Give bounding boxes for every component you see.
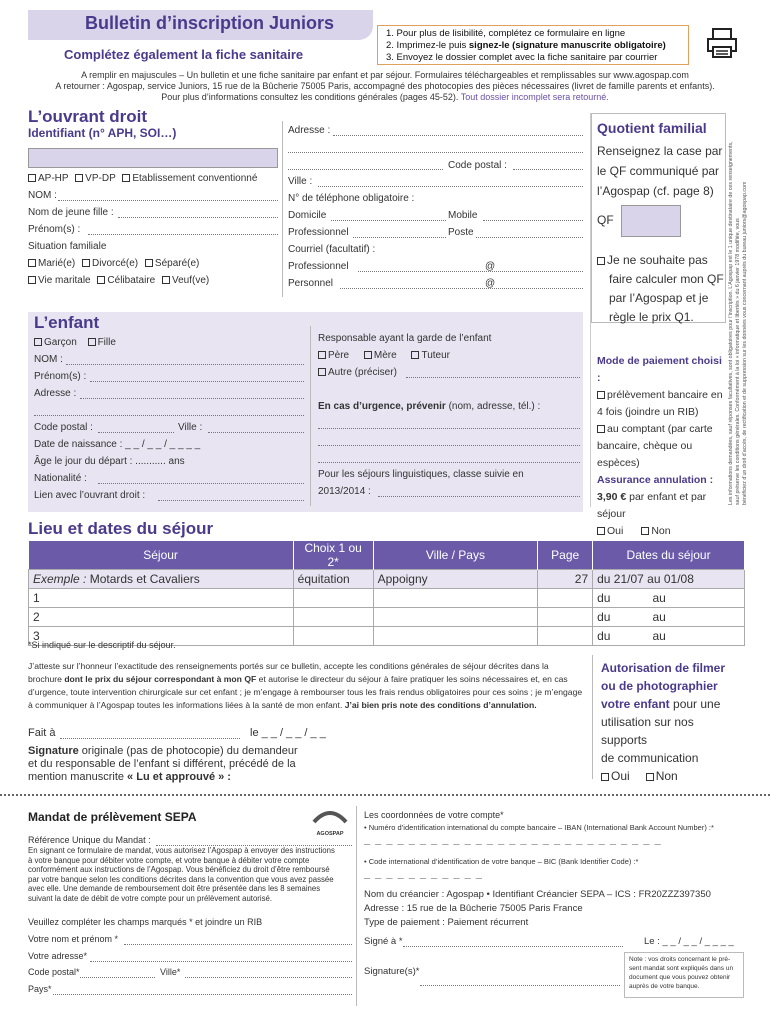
resp-opts: Père Mère Tuteur: [318, 347, 580, 364]
pay-prelev-checkbox[interactable]: [597, 391, 605, 399]
creancier-adresse: Adresse : 15 rue de la Bûcherie 75005 Paris France: [364, 903, 583, 914]
step-3: 3. Envoyez le dossier complet avec la fiche sanitaire par courrier: [386, 52, 658, 63]
sexe-row: Garçon Fille: [34, 334, 304, 351]
bic-input[interactable]: _ _ _ _ _ _ _ _ _ _ _: [364, 868, 483, 880]
intro-line-1: A remplir en majuscules – Un bulletin et une fiche sanitaire par enfant et par séjour. Formulaires téléchargeables et remplissables sur www.agospap.com: [81, 70, 689, 80]
printer-icon: [705, 26, 739, 60]
intro-line-2: A retourner : Agospap, service Juniors, 15 rue de la Bûcherie 75005 Paris, accompagné des photocopies des pièces nécessaires (livret de famille parents et enfants).: [55, 81, 715, 91]
table-row[interactable]: 1 du au: [29, 589, 745, 608]
at-2: @: [485, 278, 496, 289]
intro-line-3: Pour plus d’informations consultez les conditions générales (pages 45-52). Tout dossier incomplet sera retourné.: [161, 92, 609, 102]
assur-oui-checkbox[interactable]: [597, 527, 605, 535]
type-paiement: Type de paiement : Paiement récurrent: [364, 917, 529, 928]
maritale-checkbox[interactable]: [28, 276, 36, 284]
courriel-perso-field[interactable]: Personnel: [288, 278, 334, 289]
signe-field[interactable]: Signé à *: [364, 936, 403, 947]
creancier: Nom du créancier : Agospap • Identifiant Créancier SEPA – ICS : FR20ZZZ397350: [364, 889, 711, 900]
resp-label: Responsable ayant la garde de l’enfant: [318, 333, 492, 344]
rum-field[interactable]: Référence Unique du Mandat :: [28, 835, 151, 845]
sejour-note: *Si indiqué sur le descriptif du séjour.: [28, 640, 176, 650]
agospap-logo: AGOSPAP: [310, 806, 350, 834]
iban-input[interactable]: _ _ _ _ _ _ _ _ _ _ _ _ _ _ _ _ _ _ _ _ _ _ _ _ _ _ _: [364, 834, 662, 846]
no-qf-4: règle le prix Q1.: [609, 310, 694, 324]
film-panel: Autorisation de filmer ou de photographier votre enfant pour une utilisation sur nos supports de communication Oui Non: [592, 655, 745, 779]
ident-input[interactable]: [28, 148, 278, 168]
etab-checkbox[interactable]: [122, 174, 130, 182]
step-2: 2. Imprimez-le puis signez-le (signature manuscrite obligatoire): [386, 40, 666, 51]
th-page: Page: [538, 541, 593, 570]
side-legal-note: Les informations demandées, sauf réponses facultatives, sont obligatoires pour l’inscription. L’Agospap est le 1 unique destinataire de ces renseignements, sauf préserve les conditions générales. Conformément à la loi « informatique et libertés » du 6 janvier 1978 modifiée, vous bénéficiez d’un droit d’accès, de rectification et de suppression sur les données vous concernant auprès du bureau juniors@agospap.com: [728, 141, 748, 505]
pay-2: 4 fois (joindre un RIB): [597, 406, 699, 418]
sepa-signature-field[interactable]: Signature(s)*: [364, 966, 420, 977]
nationalite-field[interactable]: Nationalité :: [34, 473, 87, 484]
sepa-ville-field[interactable]: Ville*: [160, 967, 181, 977]
fait-input[interactable]: [60, 738, 240, 739]
lien-field[interactable]: Lien avec l’ouvrant droit :: [34, 490, 146, 501]
courriel-label: Courriel (facultatif) :: [288, 244, 376, 255]
sepa-le-field[interactable]: Le : _ _ / _ _ / _ _ _ _: [644, 936, 734, 947]
enfant-title: L’enfant: [34, 313, 100, 332]
ouvrant-title: L’ouvrant droit: [28, 107, 147, 126]
bic-label: • Code international d’identification de votre banque – BIC (Bank Identifier Code) :*: [364, 857, 639, 866]
tuteur-checkbox[interactable]: [411, 351, 419, 359]
th-dates: Dates du séjour: [593, 541, 745, 570]
domicile-field[interactable]: Domicile: [288, 210, 327, 221]
enfant-prenom-field[interactable]: Prénom(s) :: [34, 371, 87, 382]
ouvrant-types: AP-HP VP-DP Etablissement conventionné: [28, 170, 278, 187]
garcon-checkbox[interactable]: [34, 338, 42, 346]
no-qf-3: par l’Agospap et je: [609, 291, 709, 305]
coord-label: Les coordonnées de votre compte*: [364, 810, 504, 820]
situation-2: Vie maritale Célibataire Veuf(ve): [28, 272, 278, 289]
age-field[interactable]: Âge le jour du départ : ........... ans: [34, 456, 185, 467]
qf-panel: Quotient familial Renseignez la case par le QF communiqué par l’Agospap (cf. page 8) QF Je ne souhaite pas faire calculer mon QF par l’Agospap et je règle le prix Q1. Mode de paiement choisi : prélèvement bancaire en 4 fois (joindre un RIB) au comptant (par carte bancaire, chèque ou espèces) Assurance annulation : 3,90 € par enfant et par séjour Oui Non: [590, 113, 726, 507]
assur-non-checkbox[interactable]: [641, 527, 649, 535]
marie-checkbox[interactable]: [28, 259, 36, 267]
qf-label: QF: [597, 213, 614, 227]
assur-3: séjour: [597, 508, 626, 520]
enfant-nom-field[interactable]: NOM :: [34, 354, 63, 365]
ville-field[interactable]: Ville :: [288, 176, 313, 187]
qf-input[interactable]: [621, 205, 681, 237]
no-qf-2: faire calculer mon QF: [609, 272, 724, 286]
courriel-pro-field[interactable]: Professionnel: [288, 261, 349, 272]
pay-4: bancaire, chèque ou espèces): [597, 440, 693, 469]
sepa-pays-field[interactable]: Pays*: [28, 984, 52, 994]
qf-text-2: le QF communiqué par: [597, 164, 720, 178]
nom-field[interactable]: NOM :: [28, 190, 57, 201]
film-oui-checkbox[interactable]: [601, 773, 609, 781]
th-sejour: Séjour: [29, 541, 294, 570]
page-title: Bulletin d’inscription Juniors: [85, 13, 335, 33]
separe-checkbox[interactable]: [145, 259, 153, 267]
qf-text-1: Renseignez la case par: [597, 144, 723, 158]
sepa-title: Mandat de prélèvement SEPA: [28, 810, 197, 824]
veuf-checkbox[interactable]: [162, 276, 170, 284]
veuillez-label: Veuillez compléter les champs marqués * et joindre un RIB: [28, 917, 263, 927]
ouvrant-section: [28, 107, 583, 297]
enfant-ville-field[interactable]: Ville :: [178, 422, 203, 433]
situation-1: Marié(e) Divorcé(e) Séparé(e): [28, 255, 278, 272]
table-row: Exemple : Motards et Cavaliers équitation Appoigny 27 du 21/07 au 01/08: [29, 570, 745, 589]
autre-field[interactable]: Autre (préciser): [318, 364, 580, 381]
pro-tel-field[interactable]: Professionnel: [288, 227, 349, 238]
urgence-label: En cas d’urgence, prévenir (nom, adresse, tél.) :: [318, 401, 541, 412]
naissance-field[interactable]: Date de naissance : _ _ / _ _ / _ _ _ _: [34, 439, 201, 450]
at-1: @: [485, 261, 496, 272]
jeune-field[interactable]: Nom de jeune fille :: [28, 207, 114, 218]
poste-field[interactable]: Poste: [448, 227, 474, 238]
fille-checkbox[interactable]: [88, 338, 96, 346]
step-1: 1. Pour plus de lisibilité, complétez ce formulaire en ligne: [386, 28, 626, 39]
ling-field[interactable]: 2013/2014 :: [318, 486, 371, 497]
mere-checkbox[interactable]: [364, 351, 372, 359]
pay-comptant-checkbox[interactable]: [597, 425, 605, 433]
film-non-checkbox[interactable]: [646, 773, 654, 781]
sepa-cp-field[interactable]: Code postal*: [28, 967, 80, 977]
divorce-checkbox[interactable]: [82, 259, 90, 267]
le-field[interactable]: le _ _ / _ _ / _ _: [250, 727, 326, 739]
pay-title: Mode de paiement choisi :: [597, 355, 722, 384]
separator: [0, 794, 770, 796]
iban-label: • Numéro d’identification international du compte bancaire – IBAN (International Bank Account Number) :*: [364, 823, 714, 832]
ling-label: Pour les séjours linguistiques, classe suivie en: [318, 469, 524, 480]
situation-label: Situation familiale: [28, 241, 107, 252]
th-choix: Choix 1 ou 2*: [293, 541, 373, 570]
page-subtitle: Complétez également la fiche sanitaire: [64, 47, 304, 62]
enfant-cp-field[interactable]: Code postal :: [34, 422, 93, 433]
qf-title: Quotient familial: [597, 120, 707, 136]
pere-checkbox[interactable]: [318, 351, 326, 359]
table-row[interactable]: 3 du au: [29, 627, 745, 646]
ap-hp-checkbox[interactable]: [28, 174, 36, 182]
celib-checkbox[interactable]: [97, 276, 105, 284]
enfant-adresse-field[interactable]: Adresse :: [34, 388, 77, 399]
qf-text-3: l’Agospap (cf. page 8): [597, 184, 714, 198]
mobile-field[interactable]: Mobile: [448, 210, 478, 221]
sejour-title: Lieu et dates du séjour: [28, 519, 214, 538]
sepa-nom-field[interactable]: Votre nom et prénom *: [28, 934, 119, 944]
th-ville: Ville / Pays: [373, 541, 538, 570]
sepa-section: Mandat de prélèvement SEPA AGOSPAP Référence Unique du Mandat : En signant ce formulaire de mandat, vous autorisez l’Agospap à envoyer des instructions à votre banque pour débiter votre compte, et votre banque à débiter votre compte conformément aux instructions de l’Agospap. Vous bénéficiez du droit d’être remboursé par votre banque selon les conditions décrites dans la convention que vous avez passée avec elle. Une demande de remboursement doit être présentée dans les 8 semaines suivant la date de débit de votre compte pour un prélèvement autorisé. Veuillez compléter les champs marqués * et joindre un RIB Votre nom et prénom * Votre adresse* Code postal* Ville* Pays* Les coordonnées de votre compte* • Numéro d’identification international du compte bancaire – IBAN (International Bank Account Number) :* _ _ _ _ _ _ _ _ _ _ _ _ _ _ _ _ _ _ _ _ _ _ _ _ _ _ _ • Code international d’identification de votre banque – BIC (Bank Identifier Code) :* _ _ _ _ _ _ _ _ _ _ _ Nom du créancier : Agospap • Identifiant Créancier SEPA – ICS : FR20ZZZ397350 Adresse : 15 rue de la Bûcherie 75005 Paris France Type de paiement : Paiement récurrent Signé à * Le : _ _ / _ _ / _ _ _ _ Signature(s)* Note : vos droits concernant le pré- sent mandat sont expliqués dans un document que vous pouvez obtenir auprès de votre banque.: [28, 806, 748, 1016]
adresse-field[interactable]: Adresse :: [288, 125, 331, 136]
vp-dp-checkbox[interactable]: [75, 174, 83, 182]
ident-label: Identifiant (n° APH, SOI…): [28, 126, 177, 140]
sejour-table: [28, 541, 745, 646]
tel-label: N° de téléphone obligatoire :: [288, 193, 415, 204]
cp-field[interactable]: Code postal :: [448, 160, 507, 171]
table-row[interactable]: 2 du au: [29, 608, 745, 627]
fait-label: Fait à: [28, 727, 56, 739]
attestation: J’atteste sur l’honneur l’exactitude des renseignements portés sur ce bulletin, accepte les conditions générales de séjour décrites dans la brochure dont le prix du séjour correspondant à mon QF et autorise le directeur du séjour à faire pratiquer les soins nécessaires et, en cas d’urgence, toute intervention chirurgicale sur cet enfant ; je m’engage à rembourser tous les frais rendus obligatoires pour ces soins ; je m’engage à communiquer à l’Agospap toutes les informations liées à la santé de mon enfant. J’ai bien pris note des conditions d’annulation.: [28, 661, 583, 710]
no-qf-checkbox[interactable]: [597, 257, 605, 265]
sepa-adresse-field[interactable]: Votre adresse*: [28, 951, 88, 961]
prenom-field[interactable]: Prénom(s) :: [28, 224, 81, 235]
assur-title: Assurance annulation :: [597, 474, 714, 486]
enfant-section: [28, 312, 583, 512]
instructions-box: [377, 25, 689, 65]
